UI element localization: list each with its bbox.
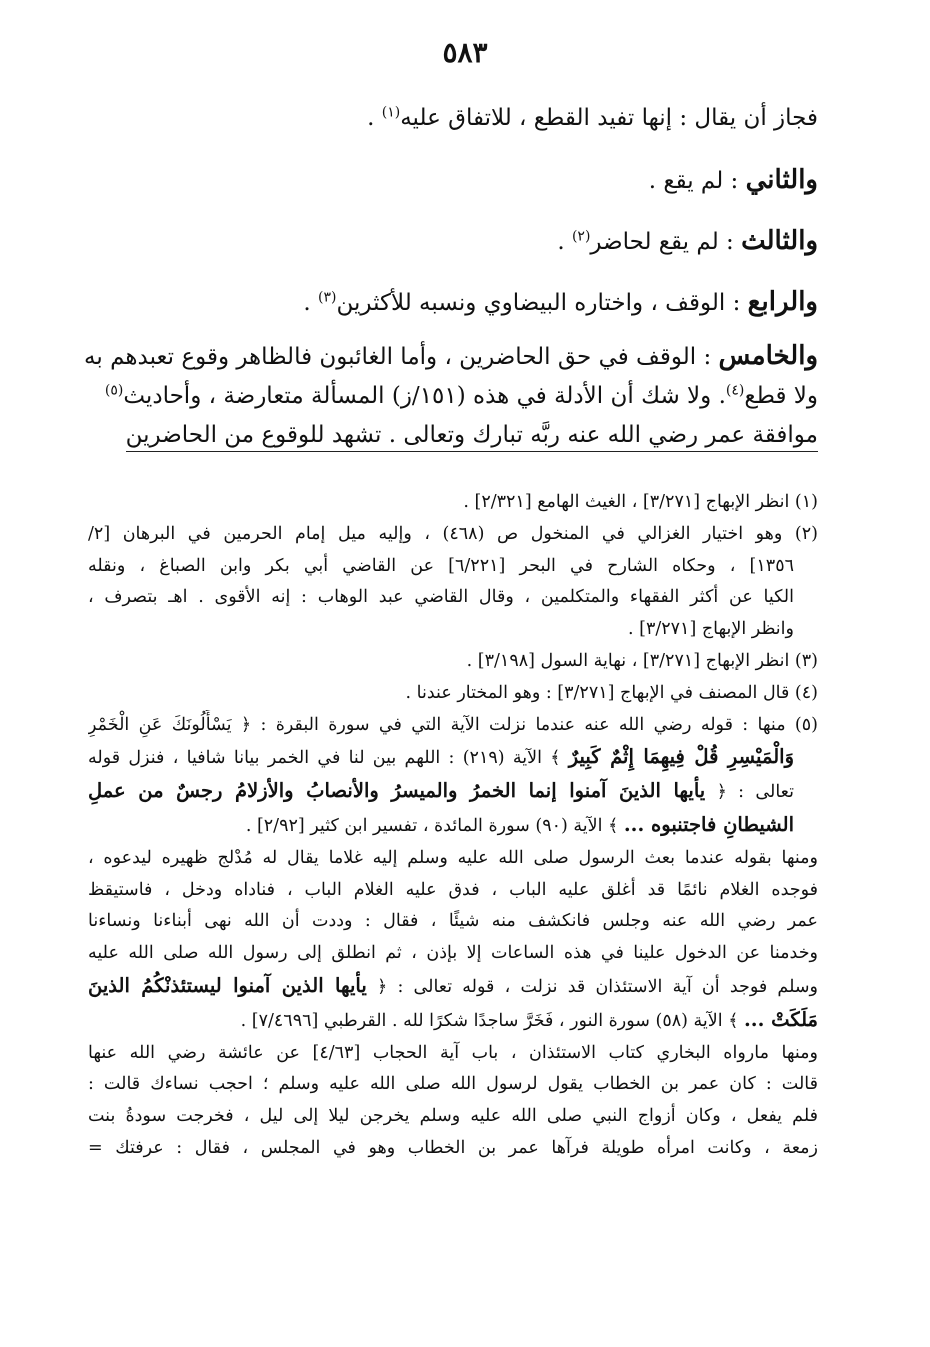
- fifth-line-1-text: : الوقف في حق الحاضرين ، وأما الغائبون فالظاهر وقوع تعبدهم به: [84, 344, 719, 370]
- main-line-1-end: .: [367, 105, 382, 131]
- footnote-5-line-2: [88, 741, 818, 775]
- fifth-line-1: [84, 337, 818, 377]
- footnote-5-line-1: (٥) منها : قوله رضي الله عنه عندما نزلت الآية التي في سورة البقرة : ﴿ يَسْأَلُونَكَ عَنِ الْخَمْرِ: [88, 714, 818, 735]
- footnote-5-line-13: فلم يفعل ، وكان أزواج النبي صلى الله عليه وسلم يخرجن ليلا إلى ليل ، فخرجت سودةُ بنت: [88, 1106, 818, 1127]
- main-line-fourth: [110, 280, 818, 325]
- fifth-line-2: [104, 377, 818, 416]
- footnote-ref-1[interactable]: (١): [381, 104, 401, 121]
- footnote-5-line-8: وخدمنا عن الدخول علينا في هذه الساعات إلا بإذن ، ثم انطلق إلى رسول الله صلى الله عليه: [88, 943, 818, 964]
- footnote-5-line-9-text: وسلم فوجد أن آية الاستئذان قد نزلت ، قوله تعالى : ﴿: [366, 976, 818, 997]
- footnote-3: (٣) انظر الإبهاج [٣/٢٧١] ، نهاية السول [٣/١٩٨] .: [466, 650, 818, 671]
- main-text: [84, 96, 818, 455]
- footnote-5-line-6: فوجده الغلام نائمًا قد أغلق عليه الباب ، فدق عليه الغلام الباب ، فناداه ودخل ، فاستيقظ: [88, 879, 818, 900]
- footnote-2-line-1: (٢) وهو اختيار الغزالي في المنخول ص (٤٦٨) ، وإليه ميل إمام الحرمين في البرهان [٢/: [88, 523, 818, 544]
- fifth-line-2-b: . ولا شك أن الأدلة في هذه (١٥١/ز) المسألة متعارضة ، وأحاديث: [123, 383, 726, 409]
- footnote-5-line-3: [88, 775, 818, 809]
- main-line-third: [110, 219, 818, 264]
- footnote-5-line-12: قالت : كان عمر بن الخطاب يقول لرسول الله صلى الله عليه وسلم ؛ احجب نساءك قالت :: [88, 1074, 818, 1095]
- term-fifth: والخامس: [718, 341, 818, 371]
- fourth-text: : الوقف ، واختاره البيضاوي ونسبه للأكثرين: [336, 290, 748, 316]
- fifth-line-3-text: موافقة عمر رضي الله عنه ربَّه تبارك وتعالى . تشهد للوقوع من الحاضرين: [126, 422, 818, 452]
- footnote-5-line-10: [88, 1004, 818, 1038]
- footnote-5-line-9: [88, 970, 818, 1004]
- main-line-1: [110, 96, 818, 140]
- fifth-paragraph: [84, 337, 818, 455]
- quran-verse: يأيها الذين آمنوا ليستئذنْكُمُ الذينَ: [88, 973, 367, 997]
- footnote-5-line-3-text: تعالى : ﴿: [705, 782, 794, 803]
- main-line-second: [110, 158, 818, 203]
- fifth-line-2-a: ولا قطع: [744, 383, 818, 409]
- footnote-5-line-11: ومنها مارواه البخاري كتاب الاستئذان ، باب آية الحجاب [٤/٦٣] عن عائشة رضي الله عنها: [88, 1042, 818, 1063]
- quran-verse: الشيطانِ فاجتنبوه ...: [623, 812, 794, 836]
- document-page: [40, 0, 890, 1347]
- footnote-5-line-5: ومنها بقوله عندما بعث الرسول صلى الله عليه وسلم إليه غلاما يقال له مُدْلج ظهيره ليدعوه ،: [88, 847, 818, 868]
- footnote-2-line-3: الكيا عن أكثر الفقهاء والمتكلمين ، وقال القاضي عبد الوهاب : إنه الأقوى . اهـ بتصرف ،: [88, 587, 794, 608]
- third-end: .: [557, 229, 572, 255]
- fifth-line-3: [110, 416, 818, 455]
- term-second: والثاني: [745, 165, 818, 195]
- footnote-1: (١) انظر الإبهاج [٣/٢٧١] ، الغيث الهامع [٢/٣٢١] .: [463, 492, 818, 512]
- footnote-5-line-2-text: ﴾ الآية (٢١٩) : اللهم بين لنا في الخمر بيانا شافيا ، فنزل قوله: [88, 748, 569, 769]
- footnote-ref-5[interactable]: (٥): [104, 382, 124, 399]
- third-text: : لم يقع لحاضر: [590, 229, 742, 255]
- footnote-ref-4[interactable]: (٤): [725, 382, 745, 399]
- second-text: : لم يقع .: [648, 168, 746, 194]
- fourth-end: .: [303, 290, 319, 316]
- footnotes: [88, 487, 818, 1165]
- footnote-ref-2[interactable]: (٢): [571, 228, 591, 245]
- footnote-2-line-2: ١٣٥٦] ، وحكاه الشارح في البحر [٦/٢٢١] عن القاضي أبي بكر وابن الصباغ ، ونقله: [88, 555, 794, 576]
- footnote-2-line-4: وانظر الإبهاج [٣/٢٧١] .: [627, 619, 794, 640]
- footnote-4: (٤) قال المصنف في الإبهاج [٣/٢٧١] : وهو المختار عندنا .: [405, 682, 818, 703]
- term-fourth: والرابع: [747, 287, 818, 317]
- term-third: والثالث: [741, 226, 818, 256]
- footnote-5-line-10-text: ﴾ الآية (٥٨) سورة النور ، فَخَرَّ ساجدًا شكرًا لله . القرطبي [٧/٤٦٩٦] .: [240, 1010, 745, 1031]
- footnote-5-line-4-text: ﴾ الآية (٩٠) سورة المائدة ، تفسير ابن كثير [٢/٩٢] .: [245, 815, 624, 836]
- footnote-5-line-7: عمر رضي الله عنه وجلس فانكشف منه شيئًا ، فقال : وددت أن الله نهى أبناءنا ونساءنا: [88, 911, 818, 932]
- quran-verse: يأيها الذينَ آمنوا إنما الخمرُ والميسرُ والأنصابُ والأزلامُ رجسٌ من عملِ: [88, 779, 706, 803]
- footnote-5-line-4: [88, 809, 818, 843]
- footnote-5-line-14: زمعة ، وكانت امرأه طويلة فرآها عمر بن الخطاب وهو في المجلس ، فقال : عرفتك =: [88, 1137, 818, 1158]
- quran-verse: وَالْمَيْسِرِ قُلْ فِيهِمَا إِثْمٌ كَبِيرٌ: [568, 745, 794, 769]
- quran-verse: مَلَكَتْ ...: [744, 1007, 818, 1031]
- footnote-ref-3[interactable]: (٣): [318, 289, 337, 306]
- page-number: ٥٨٣: [442, 36, 488, 69]
- main-line-1-text: فجاز أن يقال : إنها تفيد القطع ، للاتفاق عليه: [400, 105, 818, 131]
